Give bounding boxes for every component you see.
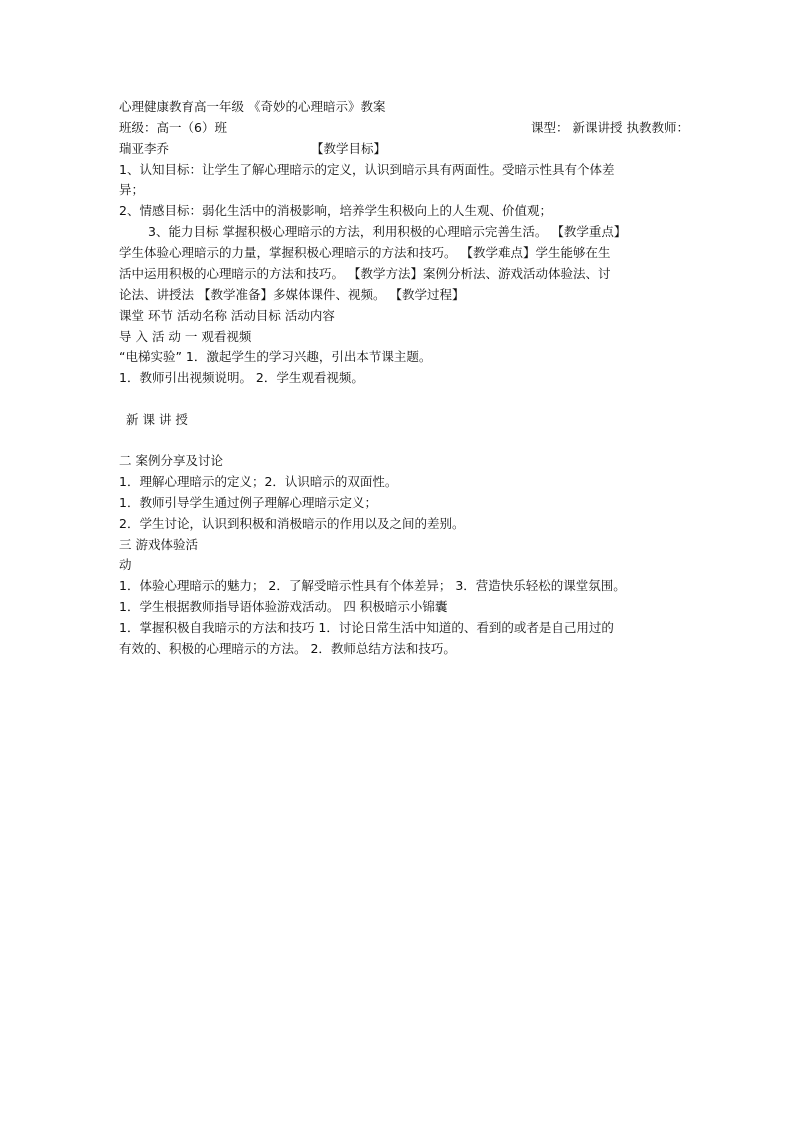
teacher-line [119, 141, 689, 157]
key-point-line-b: 活中运用积极的心理暗示的方法和技巧。 【教学方法】案例分析法、游戏活动体验法、讨 [119, 266, 611, 281]
course-type: 课型： 新课讲授 执教教师： [531, 120, 689, 135]
goal-1-line-b: 异； [119, 182, 145, 197]
activity-2-goal: 1．理解心理暗示的定义；2．认识暗示的双面性。 [119, 474, 398, 489]
activity-3-goal: 1．体验心理暗示的魅力； 2．了解受暗示性具有个体差异； 3．营造快乐轻松的课堂氛围。 [119, 578, 626, 593]
table-columns: 课堂 环节 活动名称 活动目标 活动内容 [119, 308, 335, 323]
key-point-line-a: 学生体验心理暗示的力量，掌握积极心理暗示的方法和技巧。 【教学难点】学生能够在生 [119, 245, 611, 260]
new-lesson-heading: 新 课 讲 授 [126, 412, 188, 427]
activity-2-title: 二 案例分享及讨论 [119, 453, 223, 468]
class-label: 班级：高一（6）班 [119, 120, 227, 135]
activity-3-title-a: 三 游戏体验活 [119, 537, 198, 552]
intro-content: 1．教师引出视频说明。 2．学生观看视频。 [119, 370, 364, 385]
activity-4-line-a: 1．掌握积极自我暗示的方法和技巧 1．讨论日常生活中知道的、看到的或者是自己用过的 [119, 620, 614, 635]
goals-heading: 【教学目标】 [311, 141, 387, 156]
goal-3: 3、能力目标 掌握积极心理暗示的方法，利用积极的心理暗示完善生活。 【教学重点】 [148, 224, 627, 239]
goal-1-line-a: 1、认知目标：让学生了解心理暗示的定义，认识到暗示具有两面性。受暗示性具有个体差 [119, 162, 615, 177]
activity-4-line-b: 有效的、积极的心理暗示的方法。 2．教师总结方法和技巧。 [119, 641, 456, 656]
key-point-line-c: 论法、讲授法 【教学准备】多媒体课件、视频。 【教学过程】 [119, 287, 465, 302]
class-info-line [119, 120, 689, 136]
goal-2: 2、情感目标：弱化生活中的消极影响，培养学生积极向上的人生观、价值观； [119, 203, 552, 218]
activity-2-content-2: 2．学生讨论，认识到积极和消极暗示的作用以及之间的差别。 [119, 516, 465, 531]
doc-title: 心理健康教育高一年级 《奇妙的心理暗示》教案 [119, 99, 386, 114]
activity-3-content: 1．学生根据教师指导语体验游戏活动。 四 积极暗示小锦囊 [119, 599, 448, 614]
teacher-name: 瑞亚李乔 [119, 141, 170, 156]
intro-activity: 导 入 活 动 一 观看视频 [119, 329, 252, 344]
intro-experiment: “电梯实验” 1．激起学生的学习兴趣，引出本节课主题。 [119, 349, 432, 364]
activity-2-content-1: 1．教师引导学生通过例子理解心理暗示定义； [119, 495, 377, 510]
activity-3-title-b: 动 [119, 557, 132, 572]
